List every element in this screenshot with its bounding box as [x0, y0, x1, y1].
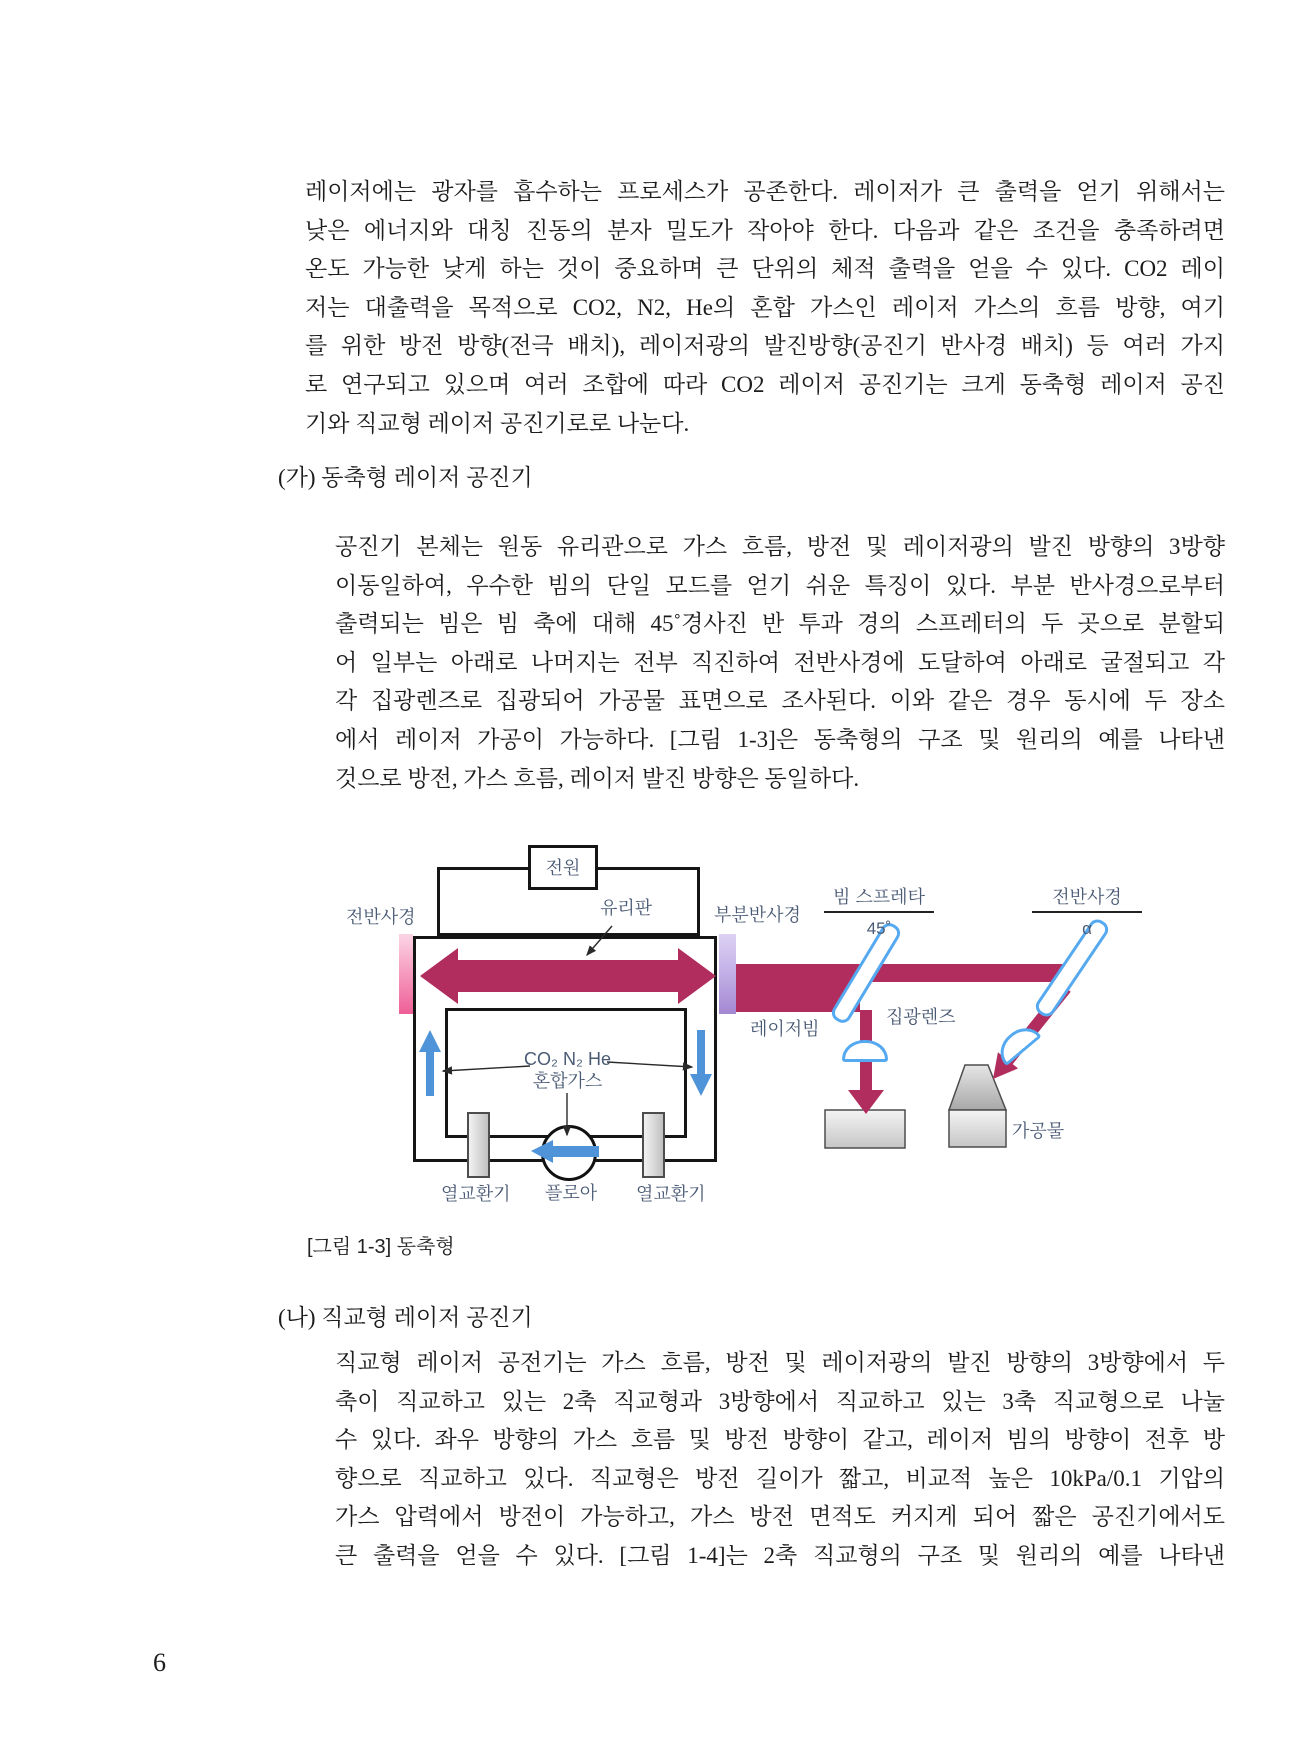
workpiece-cone [949, 1065, 1006, 1110]
text-line: 에서 레이저 가공이 가능하다. [그림 1-3]은 동축형의 구조 및 원리의 예를 나타낸 [335, 726, 1225, 752]
heat-exchanger-right-label: 열교환기 [636, 1184, 706, 1204]
full-mirror-left-element [399, 934, 413, 1014]
workpiece-label: 가공물 [1012, 1121, 1065, 1141]
text-line: 축이 직교하고 있는 2축 직교형과 3방향에서 직교하고 있는 3축 직교형으로 나눌 [335, 1388, 1225, 1414]
text-line: 온도 가능한 낮게 하는 것이 중요하며 큰 단위의 체적 출력을 얻을 수 있다. CO2 레이 [305, 256, 1225, 282]
figure-caption: [그림 1-3] 동축형 [307, 1236, 455, 1258]
splitter-angle-label: 45˚ [866, 919, 892, 938]
partial-mirror-element [719, 934, 736, 1014]
text-line: 큰 출력을 얻을 수 있다. [그림 1-4]는 2축 직교형의 구조 및 원리의 예를 나타낸 [335, 1542, 1225, 1568]
text-line: 로 연구되고 있으며 여러 조합에 따라 CO2 레이저 공진기는 크게 동축형 레이저 공진 [305, 371, 1225, 397]
gas-mix-line1: CO₂ N₂ He [524, 1049, 611, 1069]
work-table-left [825, 1110, 905, 1148]
text-line: 가스 압력에서 방전이 가능하고, 가스 방전 면적도 커지게 되어 짧은 공진기에서도 [335, 1504, 1225, 1530]
full-mirror-left-label: 전반사경 [346, 907, 416, 927]
text-line: 향으로 직교하고 있다. 직교형은 방전 길이가 짧고, 비교적 높은 10kPa/0.1 기압의 [335, 1465, 1225, 1491]
text-line: 기와 직교형 레이저 공진기로로 나눈다. [305, 410, 690, 436]
text-line: 저는 대출력을 목적으로 CO2, N2, He의 혼합 가스인 레이저 가스의 흐름 방향, 여기 [305, 294, 1225, 320]
laser-beam-label: 레이저빔 [750, 1019, 820, 1039]
partial-mirror-label: 부분반사경 [714, 905, 801, 925]
heat-exchanger-left-element [467, 1112, 490, 1178]
blower-element [541, 1125, 597, 1181]
section-a-heading: (가) 동축형 레이저 공진기 [278, 465, 533, 490]
heat-exchanger-right-element [642, 1112, 665, 1178]
split-beam-down-arrowhead [848, 1090, 884, 1114]
text-line: 출력되는 빔은 빔 축에 대해 45˚경사진 반 투과 경의 스프레터의 두 곳으로 분할되 [335, 611, 1225, 637]
heat-exchanger-left-label: 열교환기 [441, 1184, 511, 1204]
text-line: 이동일하여, 우수한 빔의 단일 모드를 얻기 쉬운 특징이 있다. 부분 반사경으로부터 [335, 572, 1225, 598]
gas-mix-label [505, 1048, 630, 1092]
text-line: 어 일부는 아래로 나머지는 전부 직진하여 전반사경에 도달하여 아래로 굴절되고 각 [335, 649, 1225, 675]
mirror-angle-label: α [1082, 919, 1092, 938]
text-line: 직교형 레이저 공전기는 가스 흐름, 방전 및 레이저광의 발진 방향의 3방향에서 두 [335, 1350, 1225, 1375]
glass-plate-label: 유리판 [600, 898, 653, 918]
beam-splitter-label: 빔 스프레타 [824, 886, 934, 913]
condensing-lens-right [992, 1020, 1041, 1066]
section-b-paragraph [335, 1344, 1225, 1576]
power-supply-box [528, 845, 598, 890]
full-mirror-right-label: 전반사경 [1032, 886, 1142, 913]
section-b-heading: (나) 직교형 레이저 공진기 [278, 1305, 533, 1330]
output-beam-thin [855, 964, 1070, 982]
text-line: 레이저에는 광자를 흡수하는 프로세스가 공존한다. 레이저가 큰 출력을 얻기 위해서는 [305, 179, 1225, 204]
section-a-paragraph [335, 528, 1225, 798]
page-number: 6 [153, 1648, 166, 1677]
text-line: 수 있다. 좌우 방향의 가스 흐름 및 방전 방향이 같고, 레이저 빔의 방향이 전후 방 [335, 1427, 1225, 1453]
text-line: 각 집광렌즈로 집광되어 가공물 표면으로 조사된다. 이와 같은 경우 동시에 두 장소 [335, 688, 1225, 714]
text-line: 것으로 방전, 가스 흐름, 레이저 발진 방향은 동일하다. [335, 765, 860, 791]
workpiece-base [949, 1110, 1006, 1147]
text-line: 를 위한 방전 방향(전극 배치), 레이저광의 발진방향(공진기 반사경 배치) 등 여러 가지 [305, 333, 1225, 359]
text-line: 공진기 본체는 원동 유리관으로 가스 흐름, 방전 및 레이저광의 발진 방향의 3방향 [335, 534, 1225, 559]
intro-paragraph [305, 173, 1225, 443]
blower-label: 플로아 [545, 1183, 598, 1203]
condensing-lens-left [842, 1040, 888, 1062]
power-supply-label: 전원 [545, 857, 581, 878]
text-line: 낮은 에너지와 대칭 진동의 분자 밀도가 작아야 한다. 다음과 같은 조건을 충족하려면 [305, 217, 1225, 243]
condensing-lens-label: 집광렌즈 [886, 1007, 956, 1027]
gas-mix-line2: 혼합가스 [532, 1071, 603, 1091]
